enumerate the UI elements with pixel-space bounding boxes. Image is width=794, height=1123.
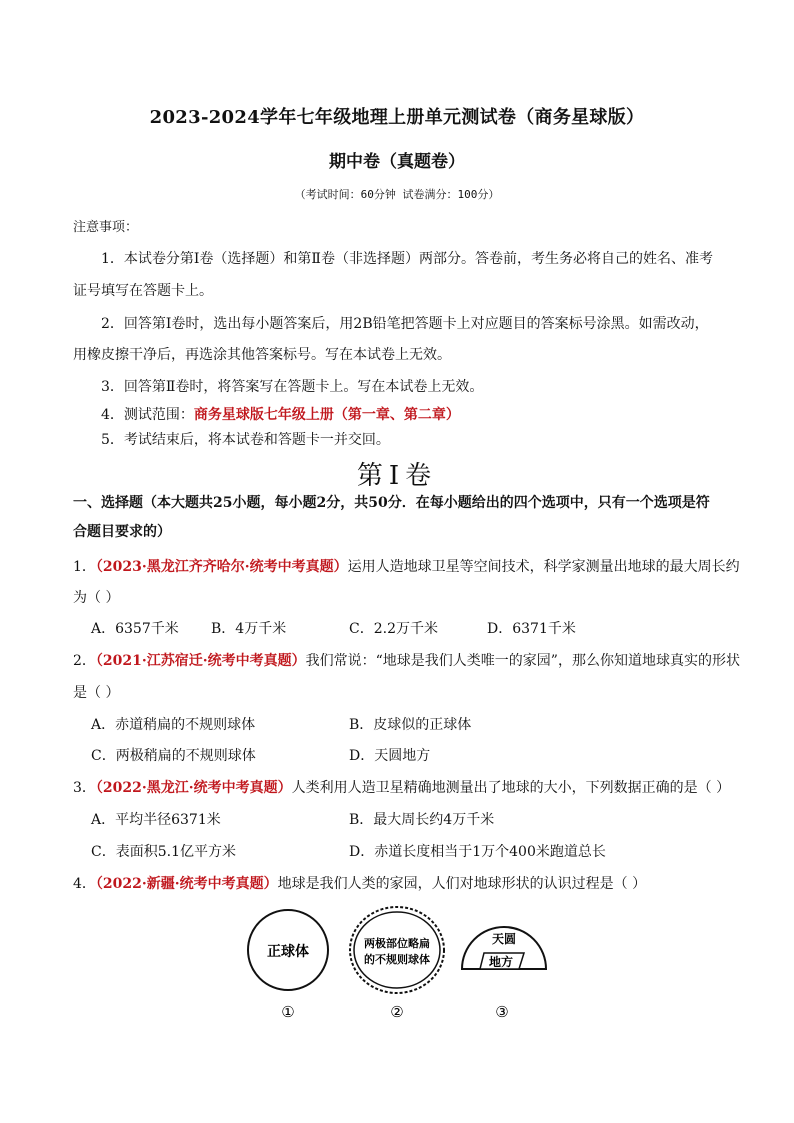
notes-heading: 注意事项： <box>73 220 139 235</box>
q3-option-c[interactable]: C．表面积5.1亿平方米 <box>91 844 236 860</box>
note-4-prefix: 4．测试范围： <box>101 407 194 423</box>
q3-option-b[interactable]: B．最大周长约4万千米 <box>349 812 495 828</box>
exam-meta: （考试时间：60分钟 试卷满分：100分） <box>294 188 500 201</box>
note-3: 3．回答第Ⅱ卷时，将答案写在答题卡上。写在本试卷上无效。 <box>101 379 484 395</box>
oblate-label-line-2: 的不规则球体 <box>364 953 430 966</box>
earth-label: 地方 <box>488 955 514 969</box>
q2-option-a[interactable]: A．赤道稍扁的不规则球体 <box>91 717 256 733</box>
question-1-stem <box>73 557 740 577</box>
sphere-label: 正球体 <box>267 944 309 960</box>
q3-option-a[interactable]: A．平均半径6371米 <box>91 812 221 828</box>
question-number: 2． <box>73 653 96 669</box>
question-4-stem <box>73 874 646 894</box>
q2-option-c[interactable]: C．两极稍扁的不规则球体 <box>91 748 256 764</box>
question-number: 3． <box>73 780 96 796</box>
question-source: （2022·黑龙江·统考中考真题） <box>95 780 292 796</box>
question-2-stem <box>73 651 740 671</box>
q1-option-b[interactable]: B．4万千米 <box>211 621 287 637</box>
question-source: （2023·黑龙江齐齐哈尔·统考中考真题） <box>95 559 348 575</box>
q1-option-d[interactable]: D．6371千米 <box>487 621 576 637</box>
question-source: （2021·江苏宿迁·统考中考真题） <box>95 653 306 669</box>
note-1-line-2: 证号填写在答题卡上。 <box>73 283 213 299</box>
page-title: 2023-2024学年七年级地理上册单元测试卷（商务星球版） <box>149 107 645 128</box>
figure-label-1: ① <box>281 1003 295 1021</box>
question-text: 运用人造地球卫星等空间技术，科学家测量出地球的最大周长约 <box>347 559 740 575</box>
figure-label-2: ② <box>390 1003 404 1021</box>
oblate-outer-shape <box>350 907 444 993</box>
question-text: 地球是我们人类的家园，人们对地球形状的认识过程是（ ） <box>277 876 647 892</box>
question-1-stem-line-2: 为（ ） <box>73 590 120 606</box>
q1-option-a[interactable]: A．6357千米 <box>91 621 179 637</box>
question-3-stem <box>73 778 730 798</box>
question-number: 4． <box>73 876 96 892</box>
note-1-line-1: 1．本试卷分第Ⅰ卷（选择题）和第Ⅱ卷（非选择题）两部分。答卷前，考生务必将自己的姓名、准考 <box>101 251 713 267</box>
q2-option-d[interactable]: D．天圆地方 <box>349 748 431 764</box>
note-4 <box>101 405 460 425</box>
question-text: 人类利用人造卫星精确地测量出了地球的大小，下列数据正确的是（ ） <box>291 780 731 796</box>
question-2-stem-line-2: 是（ ） <box>73 685 120 701</box>
question-number: 1． <box>73 559 96 575</box>
test-range: 商务星球版七年级上册（第一章、第二章） <box>193 407 460 423</box>
page-subtitle: 期中卷（真题卷） <box>329 152 465 172</box>
q1-option-c[interactable]: C．2.2万千米 <box>349 621 438 637</box>
note-2-line-1: 2．回答第Ⅰ卷时，选出每小题答案后，用2B铅笔把答题卡上对应题目的答案标号涂黑。如需改动， <box>101 316 709 332</box>
q2-option-b[interactable]: B．皮球似的正球体 <box>349 717 472 733</box>
question-source: （2022·新疆·统考中考真题） <box>95 876 278 892</box>
q3-option-d[interactable]: D．赤道长度相当于1万个400米跑道总长 <box>349 844 606 860</box>
section-instruction-line-2: 合题目要求的） <box>73 524 171 540</box>
note-2-line-2: 用橡皮擦干净后，再选涂其他答案标号。写在本试卷上无效。 <box>73 347 451 363</box>
section-title: 第Ⅰ卷 <box>356 461 438 491</box>
figure-label-3: ③ <box>495 1003 509 1021</box>
earth-shape-figure <box>240 905 560 1025</box>
oblate-label-line-1: 两极部位略扁 <box>364 937 430 950</box>
oblate-inner-shape <box>354 912 440 988</box>
sky-label: 天圆 <box>491 932 517 946</box>
question-text: 我们常说：“地球是我们人类唯一的家园”，那么你知道地球真实的形状 <box>305 653 740 669</box>
note-5: 5．考试结束后，将本试卷和答题卡一并交回。 <box>101 432 390 448</box>
section-instruction-line-1: 一、选择题（本大题共25小题，每小题2分，共50分．在每小题给出的四个选项中，只有一个选项是符 <box>73 495 710 511</box>
